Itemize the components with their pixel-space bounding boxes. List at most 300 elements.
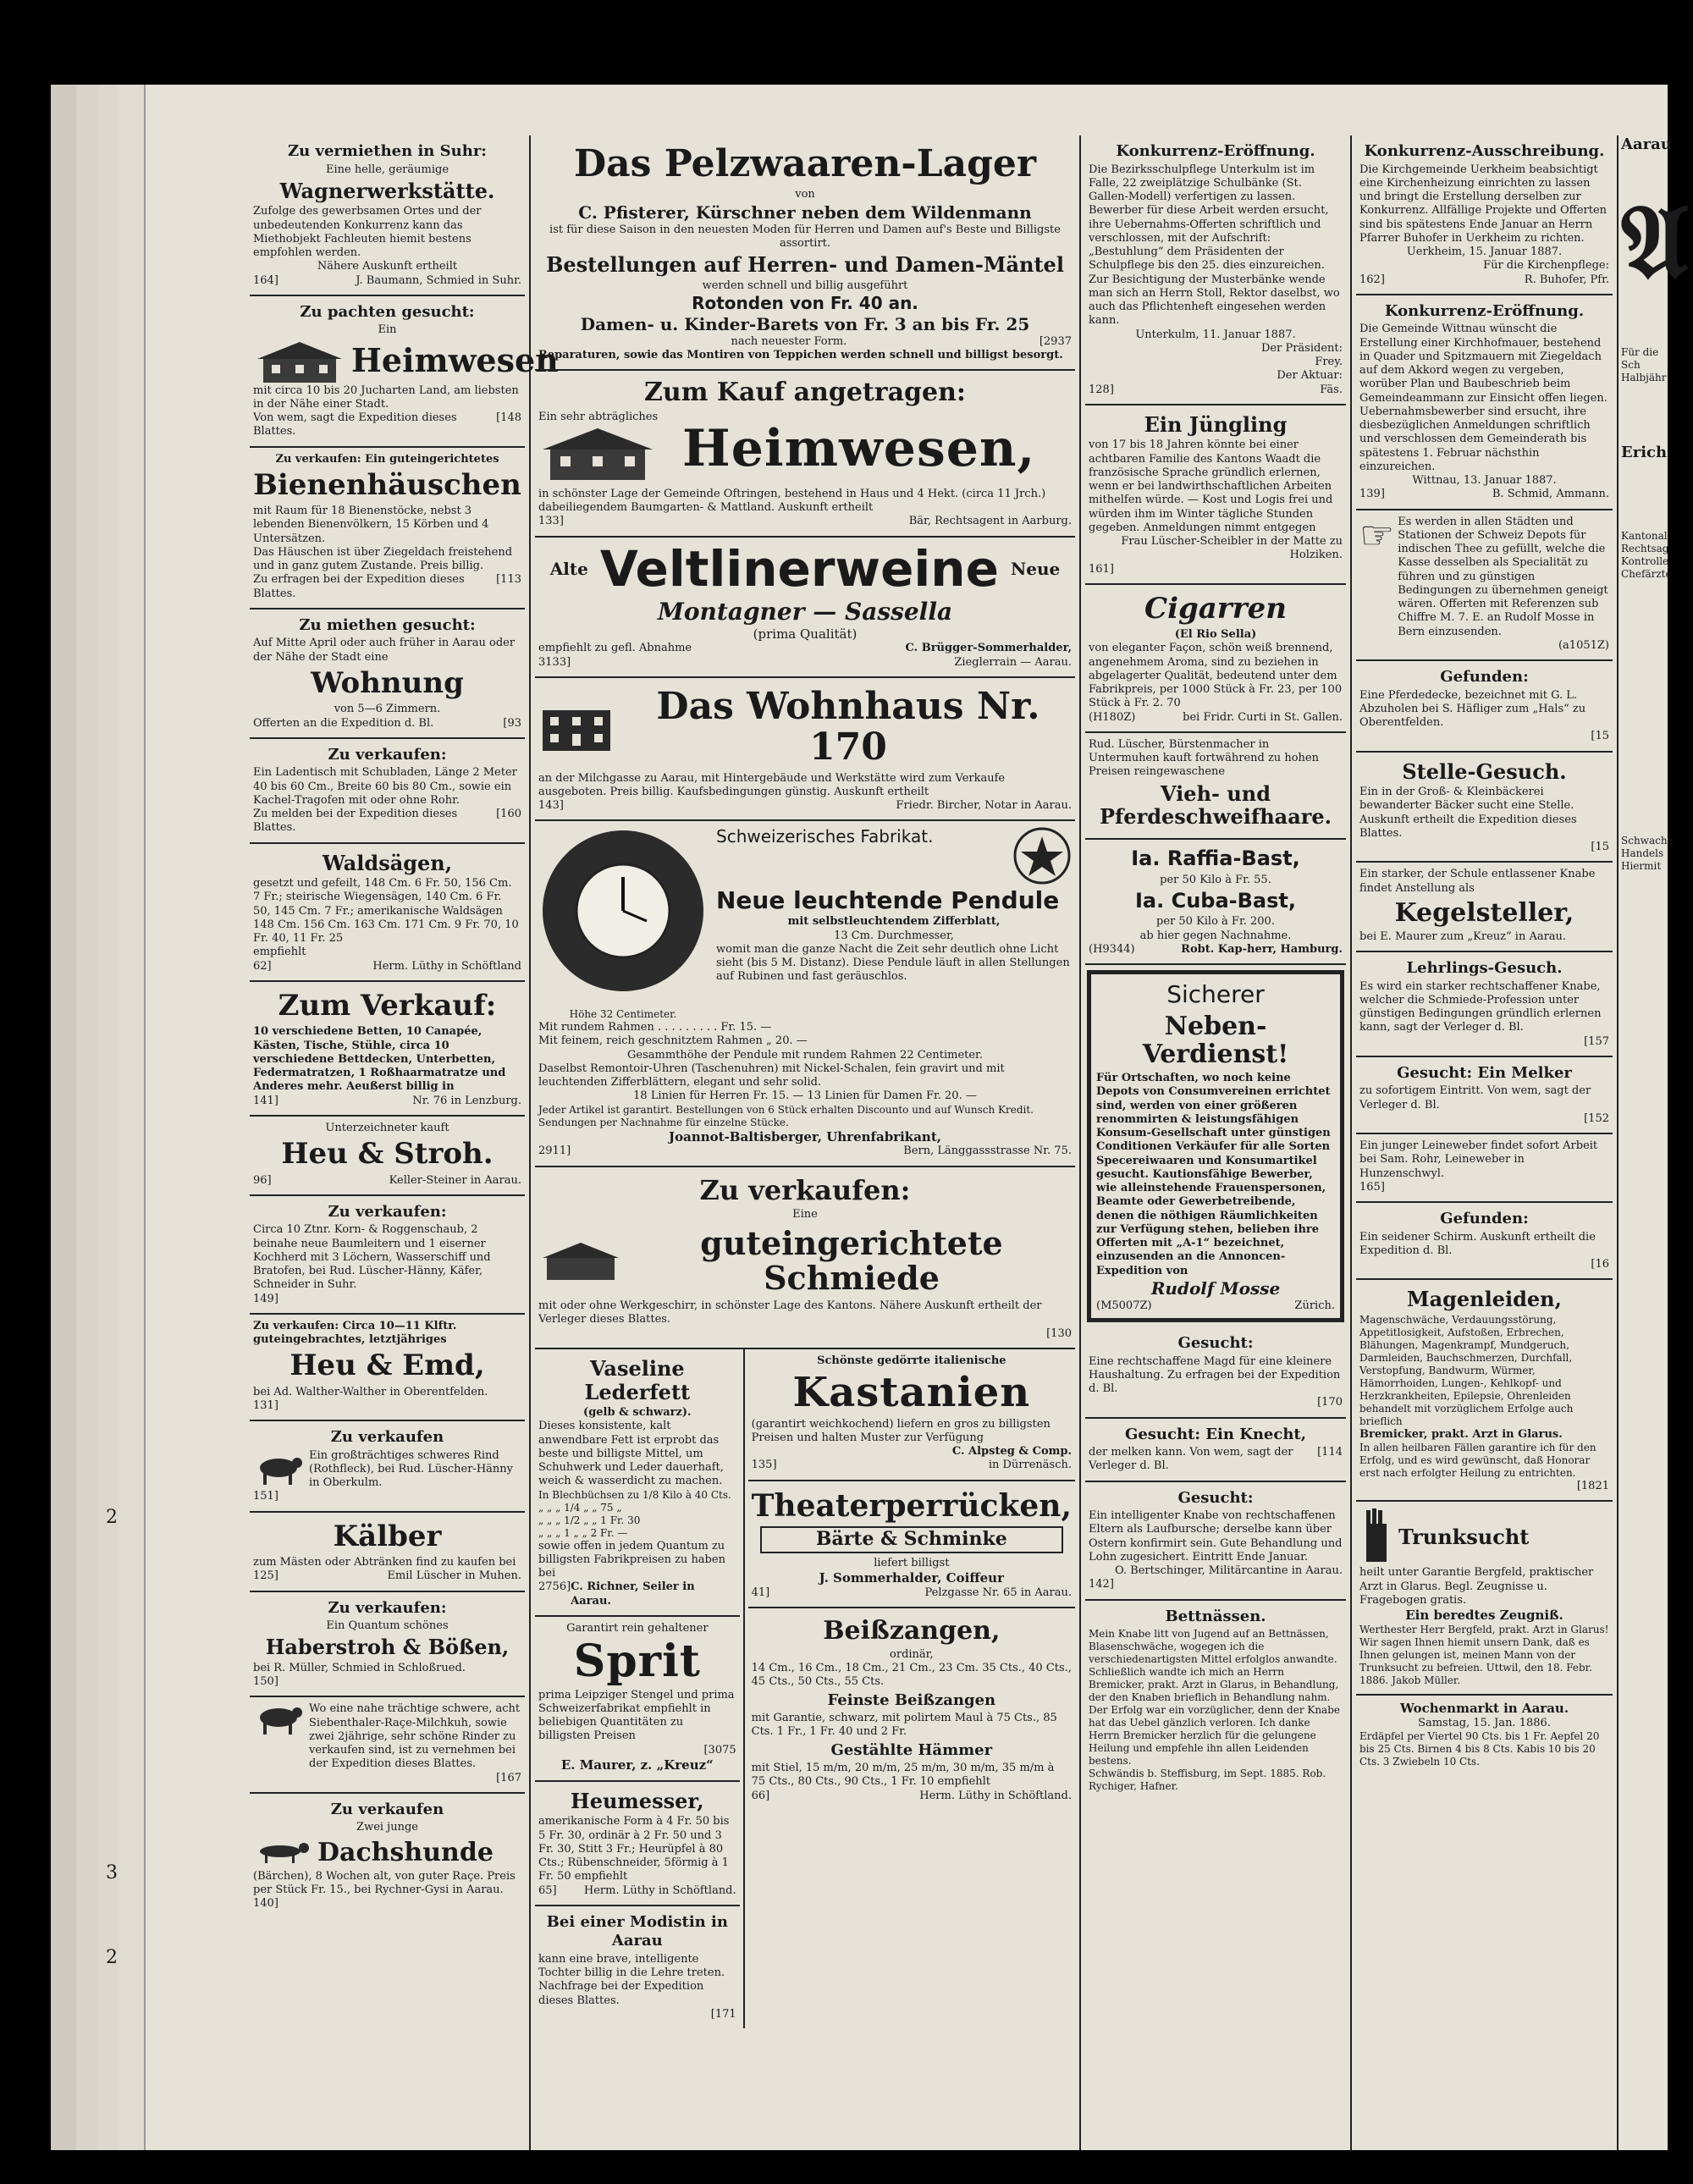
ad-address: Pelzgasse Nr. 65 in Aarau. — [924, 1586, 1072, 1599]
ad-body: mit oder ohne Werkgeschirr, in schönster Lage des Kantons. Nähere Auskunft ertheilt der Verleger dieses Blattes. — [538, 1299, 1042, 1326]
ad-headline: Kastanien — [792, 1369, 1031, 1417]
ad-headline: Neben-Verdienst! — [1142, 1012, 1289, 1070]
ad-number: [15 — [1591, 730, 1609, 743]
ad-sign: Fäs. — [1320, 383, 1343, 396]
house-illustration-icon — [253, 338, 346, 384]
ad-number: 151] — [253, 1490, 278, 1503]
fragment-text: Für die Sch — [1621, 345, 1659, 371]
ad-number: [1821 — [1576, 1480, 1609, 1493]
ad-line: Der Präsident: — [1261, 341, 1343, 355]
ad-headline: Waldsägen, — [322, 850, 453, 875]
ad-magd — [1085, 1327, 1346, 1419]
ad-body: bei R. Müller, Schmied in Schloßrued. — [253, 1661, 466, 1674]
ad-headline: Kegelsteller, — [1394, 897, 1574, 928]
ad-body: der melken kann. Von wem, sagt der Verleger d. Bl. — [1089, 1446, 1293, 1473]
column-3 — [1085, 135, 1346, 2150]
ad-body: von eleganter Façon, schön weiß brennend, angenehmem Aroma, sind zu beziehen in abgelagerter Qualität, bedeutend unter dem Fabrikpreis, per 1000 Stück à Fr. 23, per 100 Stück à Fr. 2. 70 — [1089, 642, 1343, 710]
ad-headline: Bettnässen. — [1165, 1607, 1266, 1625]
ad-body: Magenschwäche, Verdauungsstörung, Appetitlosigkeit, Aufstoßen, Erbrechen, Blähungen, Magenkrampf, Mundgeruch, Darmleiden, Bauchschmerzen, Durchfall, Verstopfung, Bandwurm, Würmer, Hämorrhoiden, Lungen-, Kehlkopf- und Herzkrankheiten, Epilepsie, Ohrenleiden behandelt mit vorzüglichem Erfolge auch brieflich — [1359, 1313, 1574, 1427]
ad-title: Zu verkaufen: — [328, 1598, 447, 1617]
ad-juengling — [1085, 405, 1346, 585]
fragment-glyph: 𝔄 — [1621, 181, 1690, 301]
ad-line: nach neuester Form. — [731, 334, 847, 348]
ad-line: ab hier gegen Nachnahme. — [1139, 929, 1292, 942]
ad-title: Zu pachten gesucht: — [300, 302, 475, 321]
ad-heumesser — [535, 1782, 740, 1906]
house-illustration-icon — [538, 1239, 623, 1282]
ad-price: per 50 Kilo à Fr. 200. — [1156, 915, 1275, 929]
dog-icon — [253, 1839, 312, 1865]
ad-headline: Gesucht: Ein Melker — [1397, 1063, 1572, 1082]
ad-line: Schönste gedörrte italienische — [817, 1354, 1006, 1367]
ad-body: Ein in der Groß- & Kleinbäckerei bewanderter Bäcker sucht eine Stelle. Auskunft ertheilt die Expedition dieses Blattes. — [1359, 786, 1577, 840]
ad-number: [157 — [1584, 1034, 1609, 1048]
ad-heimwesen-pacht — [250, 296, 559, 448]
fragment-text: Erich — [1621, 443, 1668, 461]
ad-price: „ „ „ 1/2 „ „ 1 Fr. 30 — [538, 1514, 641, 1526]
ad-number: [148 — [496, 411, 521, 425]
ad-line: 13 Cm. Durchmesser, — [834, 929, 954, 942]
page-edge — [51, 85, 78, 2150]
ad-sign: bei Fridr. Curti in St. Gallen. — [1183, 710, 1343, 724]
ad-body: zu sofortigem Eintritt. Von wem, sagt der Verleger d. Bl. — [1359, 1084, 1591, 1111]
ad-number: [171 — [710, 2007, 736, 2021]
ad-headline: Bestellungen auf Herren- und Damen-Mäntel — [546, 252, 1064, 278]
ad-body: sowie offen in jedem Quantum zu billigsten Fabrikpreisen zu haben bei — [538, 1539, 725, 1580]
ad-sign: R. Buhofer, Pfr. — [1524, 273, 1609, 286]
ad-line: (gelb & schwarz). — [583, 1406, 692, 1420]
ad-headline: Heu & Stroh. — [281, 1137, 494, 1172]
ad-headline: Wochenmarkt in Aarau. — [1399, 1700, 1569, 1716]
ad-number: 65] — [538, 1883, 557, 1897]
ad-headline: Sicherer — [1166, 980, 1265, 1009]
ad-kaelber — [250, 1513, 525, 1592]
ad-melker — [1356, 1057, 1613, 1134]
ad-body: Nähere Auskunft ertheilt — [317, 260, 458, 273]
ad-line: Für die Kirchenpflege: — [1483, 259, 1609, 273]
ad-sign: O. Bertschinger, Militärcantine in Aarau. — [1115, 1564, 1343, 1578]
ad-body: womit man die ganze Nacht die Zeit sehr deutlich ohne Licht sieht (bis 5 M. Distanz). Diese Pendule läuft in allen Stellungen auf Rubinen und fast geräuschlos. — [716, 942, 1070, 984]
ad-number: 164] — [253, 273, 278, 287]
ad-body: mit Stiel, 15 m/m, 20 m/m, 25 m/m, 30 m/m, 35 m/m à 75 Cts., 80 Cts., 90 Cts., 1 Fr. 10 empfiehlt — [751, 1762, 1055, 1789]
column-rule — [529, 135, 531, 2150]
ad-body: Ein Ladentisch mit Schubladen, Länge 2 Meter 40 bis 60 Cm., Breite 60 bis 80 Cm., sowie ein Kachel-Tragofen mit oder ohne Rohr. — [253, 766, 517, 807]
ad-number: 131] — [253, 1398, 278, 1412]
ad-sign: in Dürrenäsch. — [988, 1459, 1072, 1472]
ad-neben-verdienst — [1087, 970, 1344, 1322]
ad-number: 135] — [751, 1459, 777, 1472]
ad-headline: Trunksucht — [1398, 1524, 1530, 1549]
ad-sign: Herm. Lüthy in Schöftland. — [583, 1883, 736, 1897]
ad-headline: Feinste Beißzangen — [827, 1690, 996, 1709]
ad-body: 10 verschiedene Betten, 10 Canapée, Kästen, Tische, Stühle, circa 10 verschiedene Bettdecken, Unterbetten, Federmatratzen, 1 Roßhaarmatratze und Anderes mehr. Aeußerst billig in — [253, 1025, 506, 1094]
ad-date: Uerkheim, 15. Januar 1887. — [1406, 245, 1563, 258]
ad-body: Erdäpfel per Viertel 90 Cts. bis 1 Fr. Aepfel 20 bis 25 Cts. Birnen 4 bis 8 Cts. Kabis 10 bis 20 Cts. 3 Zwiebeln 10 Cts. — [1359, 1729, 1600, 1768]
ad-number: 66] — [751, 1789, 770, 1802]
ad-title: Zu verkaufen: — [328, 745, 447, 764]
ad-sign: Zieglerrain — Aarau. — [954, 655, 1072, 669]
ad-body: kann eine brave, intelligente Tochter billig in die Lehre treten. Nachfrage bei der Expedition dieses Blattes. — [538, 1952, 725, 2007]
ad-sign: Rudolf Mosse — [1150, 1277, 1281, 1299]
ad-price: Mit rundem Rahmen . . . . . . . . . Fr. 15. — — [538, 1021, 772, 1034]
ad-body: in schönster Lage der Gemeinde Oftringen, bestehend in Haus und 4 Hekt. (circa 11 Jrch.) dabeiliegendem Baumgarten- & Mattland. Auskunft ertheilt — [538, 487, 1046, 515]
ad-sign: Schwändis b. Steffisburg, im Sept. 1885. Rob. Rychiger, Hafner. — [1089, 1768, 1326, 1793]
ad-schweifhaare — [1085, 733, 1346, 840]
ad-thee — [1356, 510, 1613, 662]
ad-konkurrenz-unterkulm — [1085, 135, 1346, 405]
ad-wohnhaus — [535, 678, 1075, 822]
ad-number: [113 — [496, 573, 521, 587]
ad-line: Ein sehr abträgliches — [538, 410, 659, 423]
ad-line: (prima Qualität) — [753, 626, 858, 642]
ad-lehrling — [1356, 952, 1613, 1057]
column-rule — [1350, 135, 1352, 2150]
ad-bienenhaeuschen — [250, 448, 525, 609]
clock-illustration-icon — [538, 826, 708, 1004]
house-illustration-icon — [538, 424, 657, 483]
ad-number: 142] — [1089, 1578, 1114, 1591]
ad-sign: C. Brügger-Sommerhalder, — [905, 642, 1072, 655]
ad-line: Alte — [549, 559, 588, 580]
page-edge — [97, 85, 120, 2150]
ad-line: mit selbstleuchtendem Zifferblatt, — [787, 915, 1001, 929]
ad-line: Damen- u. Kinder-Barets von Fr. 3 an bis Fr. 25 — [580, 313, 1030, 334]
ad-body: Zufolge des gewerbsamen Ortes und der unbedeutenden Konkurrenz kann das Miethobjekt Fachleuten hiemit bestens empfohlen werden. — [253, 205, 482, 260]
ad-headline: Veltlinerweine — [599, 539, 999, 598]
ad-number: (H9344) — [1089, 942, 1135, 956]
ad-headline: Heu & Emd, — [290, 1348, 485, 1383]
col2-right — [745, 1349, 1075, 2028]
ad-body: mit Raum für 18 Bienenstöcke, nebst 3 lebenden Bienenvölkern, 15 Körben und 4 Untersätzen. — [253, 505, 489, 545]
ad-body: Es werden in allen Städten und Stationen der Schweiz Depots für indischen Thee zu gefüllt, welche die Kasse desselben als Specialität zu führen und zu günstigen Bedingungen zu übernehmen geneigt wären. Offerten mit Referenzen sub Chiffre M. 7. E. an Rudolf Mosse in Bern einzusenden. — [1398, 515, 1608, 638]
ad-number: 3133] — [538, 655, 571, 669]
ad-headline: Cigarren — [1144, 591, 1287, 626]
column-rule — [1617, 135, 1619, 2150]
ad-number: (H180Z) — [1089, 710, 1136, 724]
ad-headline: Das Wohnhaus Nr. 170 — [656, 684, 1040, 769]
ad-body: Es wird ein starker rechtschaffener Knabe, welcher die Schmiede-Profession unter günstigen Bedingungen gründlich erlernen kann, sagt der Verleger d. Bl. — [1359, 979, 1602, 1034]
ad-body: Die Bezirksschulpflege Unterkulm ist im Falle, 22 zweiplätzige Schulbänke (St. Gallen-Modell) verfertigen zu lassen. Bewerber für diese Arbeit werden ersucht, ihre Uebernahms-Offerten schriftlich und verschlossen, mit der Aufschrift: „Bestuhlung“ dem Präsidenten der Schulpflege bis den 25. dies einzureichen. Zur Besichtigung der Musterbänke wende man sich an Herrn Stoll, Rektor daselbst, wo auch das Pflichtenheft eingesehen werden kann. — [1089, 163, 1340, 328]
ad-number: 139] — [1359, 488, 1385, 501]
ad-headline: Magenleiden, — [1407, 1287, 1562, 1312]
ad-headline: Zum Kauf angetragen: — [644, 378, 966, 408]
ad-bettnaessen — [1085, 1601, 1346, 1801]
ad-sign: J. Sommerhalder, Coiffeur — [819, 1569, 1004, 1586]
ad-number: 125] — [253, 1569, 278, 1583]
ad-sign: J. Baumann, Schmied in Suhr. — [356, 273, 521, 287]
ad-headline: Das Pelzwaaren-Lager — [573, 142, 1037, 185]
ad-headline: Dachshunde — [317, 1837, 494, 1867]
ad-line: Zwei junge — [356, 1821, 418, 1834]
ad-body: Daselbst Remontoir-Uhren (Taschenuhren) mit Nickel-Schalen, fein gravirt und mit leuchtenden Zifferblättern, elegant und sehr solid. — [538, 1062, 1005, 1089]
ad-knecht — [1085, 1419, 1346, 1482]
ad-sign: Herm. Lüthy in Schöftland. — [919, 1789, 1072, 1802]
ad-body: Das Häuschen ist über Ziegeldach freistehend und in ganz gutem Zustande. Preis billig. — [253, 545, 513, 573]
ad-headline: Bienenhäuschen — [253, 467, 521, 502]
ad-body: In allen heilbaren Fällen garantire ich für den Erfolg, und es wird gewünscht, daß Honorar erst nach erfolgter Heilung zu entrichten. — [1359, 1442, 1596, 1480]
ad-title: Zu miethen gesucht: — [299, 615, 476, 634]
ad-body: mit Garantie, schwarz, mit polirtem Maul à 75 Cts., 85 Cts. 1 Fr., 1 Fr. 40 und 2 Fr. — [751, 1712, 1057, 1739]
ad-body: amerikanische Form à 4 Fr. 50 bis 5 Fr. 30, ordinär à 2 Fr. 50 und 3 Fr. 30, Stitt 3 Fr.; Heurüpfel à 80 Cts.; Rübenschneider, 5förmig à 1 Fr. 50 empfiehlt — [538, 1815, 730, 1883]
ad-body: Rud. Lüscher, Bürstenmacher in Untermuhen kauft fortwährend zu hohen Preisen reingewaschene — [1089, 737, 1319, 779]
ad-headline: Heimwesen, — [682, 418, 1036, 478]
ad-body: Offerten an die Expedition d. Bl. — [253, 716, 434, 730]
ad-korn — [250, 1196, 525, 1315]
ad-number: [114 — [1317, 1446, 1343, 1459]
fragment-text: Chefärzte — [1621, 568, 1672, 580]
ad-headline: Stelle-Gesuch. — [1402, 758, 1567, 784]
ad-cigarren — [1085, 585, 1346, 733]
ad-knabe — [1085, 1482, 1346, 1601]
ad-price: „ „ „ 1 „ „ 2 Fr. — — [538, 1526, 628, 1539]
ad-headline: Beißzangen, — [823, 1615, 1001, 1646]
ad-number: (a1051Z) — [1558, 638, 1609, 652]
fragment-text: Kontrolle — [1621, 555, 1669, 567]
ad-body: an der Milchgasse zu Aarau, mit Hintergebäude und Werkstätte wird zum Verkaufe ausgeboten. Preis billig. Kaufsbedingungen günstig. Auskunft ertheilt — [538, 771, 1006, 798]
ad-title: Zu verkaufen — [330, 1428, 444, 1447]
ad-line: Rotonden von Fr. 40 an. — [692, 292, 918, 313]
ad-headline: Zum Verkauf: — [278, 988, 497, 1023]
ad-date: Wittnau, 13. Januar 1887. — [1412, 474, 1557, 487]
ad-headline: Theaterperrücken, — [751, 1487, 1072, 1524]
ad-wochenmarkt — [1356, 1696, 1613, 1775]
ad-sign: Frau Lüscher-Scheibler in der Matte zu Holziken. — [1121, 535, 1343, 562]
ad-body: Werthester Herr Bergfeld, prakt. Arzt in Glarus! Wir sagen Ihnen hiemit unsern Dank, daß es Ihnen gelungen ist, meinen Mann von der Trunksucht zu befreien. Uttwil, den 18. Febr. 1886. Jakob Müller. — [1359, 1623, 1609, 1686]
ad-headline: Gesucht: — [1177, 1488, 1254, 1507]
ad-sign: Keller-Steiner in Aarau. — [389, 1173, 521, 1187]
col2-split — [535, 1349, 1075, 2028]
ad-number: 2756] — [538, 1580, 571, 1594]
ad-price: In Blechbüchsen zu 1/8 Kilo à 40 Cts. — [538, 1488, 731, 1501]
fragment-text: Rechtsag — [1621, 543, 1669, 554]
ad-sign: Nr. 76 in Lenzburg. — [412, 1094, 521, 1107]
ad-haberstroh — [250, 1592, 525, 1698]
ad-number: [130 — [1046, 1326, 1072, 1340]
ad-number: [160 — [496, 808, 521, 821]
ad-body: Circa 10 Ztnr. Korn- & Roggenschaub, 2 beinahe neue Baumleitern und 1 eiserner Kochherd mit 3 Löchern, Wasserschiff und Bratofen, bei Rud. Lüscher-Hänny, Käfer, Schneider in Suhr. — [253, 1223, 491, 1292]
ad-number: 165] — [1359, 1180, 1385, 1194]
fragment-text: Hiermit — [1621, 860, 1662, 872]
margin-mark: 2 — [106, 1507, 118, 1528]
fragment-text: Kantonal — [1621, 530, 1668, 542]
ad-headline: Sprit — [573, 1635, 701, 1688]
ad-sign: Bär, Rechtsagent in Aarburg. — [908, 515, 1072, 528]
ad-number: 150] — [253, 1675, 278, 1689]
ad-line: Eine helle, geräumige — [325, 163, 449, 176]
ad-line: Garantirt rein gehaltener — [566, 1621, 709, 1635]
ad-headline: Konkurrenz-Eröffnung. — [1384, 301, 1585, 320]
ad-headline: Vieh- und Pferdeschweifhaare. — [1099, 780, 1332, 830]
ad-firm: C. Pfisterer, Kürschner neben dem Wildenmann — [578, 201, 1032, 223]
ad-number: 62] — [253, 959, 272, 973]
page-edge — [76, 85, 99, 2150]
newspaper-page — [51, 85, 1690, 2150]
ad-date: Samstag, 15. Jan. 1886. — [1418, 1716, 1551, 1729]
ad-stelle-gesuch — [1356, 753, 1613, 863]
ad-vaseline — [535, 1349, 740, 1617]
fragment-text: Aarau — [1621, 135, 1672, 153]
ad-headline: Konkurrenz-Eröffnung. — [1116, 142, 1315, 160]
ad-line: Neue — [1010, 559, 1061, 580]
ad-magenleiden — [1356, 1280, 1613, 1502]
ad-number: 2911] — [538, 1144, 571, 1158]
ad-title: Zu verkaufen — [330, 1800, 444, 1818]
ad-sign: Bremicker, prakt. Arzt in Glarus. — [1359, 1427, 1563, 1441]
ad-line: Schweizerisches Fabrikat. — [716, 826, 934, 847]
ad-number: 133] — [538, 515, 564, 528]
raised-hand-icon — [1359, 1507, 1393, 1566]
ad-line: von — [795, 188, 815, 201]
ad-headline: Gefunden: — [1440, 668, 1529, 686]
ad-wohnung-gesucht — [250, 609, 525, 739]
ad-title: Unterzeichneter kauft — [325, 1121, 449, 1134]
ad-waldsaegen — [250, 844, 525, 982]
ad-body: mit circa 10 bis 20 Jucharten Land, am liebsten in der Nähe einer Stadt. — [253, 383, 519, 411]
ad-title: Zu verkaufen: — [328, 1202, 447, 1221]
ad-wagnerwerkstaette — [250, 135, 525, 296]
ad-title: Zu vermiethen in Suhr: — [288, 142, 487, 160]
ad-sign: Herm. Lüthy in Schöftland — [372, 959, 521, 973]
ad-number: 141] — [253, 1094, 278, 1107]
ad-number: 149] — [253, 1292, 278, 1305]
ad-body: zum Mästen oder Abtränken find zu kaufen bei — [253, 1556, 516, 1569]
ad-headline: Konkurrenz-Ausschreibung. — [1364, 142, 1605, 160]
ad-zum-verkauf — [250, 982, 525, 1117]
ad-body: (Bärchen), 8 Wochen alt, von guter Raçe. Preis per Stück Fr. 15., bei Rychner-Gysi in Aarau. — [253, 1869, 516, 1896]
ad-bast — [1085, 840, 1346, 965]
ad-number: [152 — [1584, 1111, 1609, 1125]
ad-schirm — [1356, 1203, 1613, 1280]
ad-kastanien — [748, 1349, 1075, 1481]
ad-ladentisch — [250, 739, 525, 844]
house-illustration-icon — [538, 702, 615, 753]
ad-headline: Ein Jüngling — [1144, 411, 1288, 437]
ad-body: prima Leipziger Stengel und prima Schweizerfabrikat empfiehlt in beliebigen Quantitäten zu billigsten Preisen — [538, 1688, 735, 1743]
star-seal-icon — [1012, 826, 1072, 885]
ad-body: gesetzt und gefeilt, 148 Cm. 6 Fr. 50, 156 Cm. 7 Fr.; steirische Wiegensägen, 140 Cm. 6 Fr. 50, 145 Cm. 7 Fr.; amerikanische Waldsägen 148 Cm. 156 Cm. 163 Cm. 171 Cm. 9 Fr. 70, 10 Fr. 40, 11 Fr. 25 — [253, 877, 519, 946]
cow-icon — [253, 1702, 304, 1736]
ad-body: Ein junger Leineweber findet sofort Arbeit bei Sam. Rohr, Leineweber in Hunzenschwyl. — [1359, 1139, 1598, 1180]
ad-line: Gesammthöhe der Pendule mit rundem Rahmen 22 Centimeter. — [627, 1048, 983, 1062]
ad-number: [2937 — [1039, 334, 1072, 348]
ad-kegelsteller — [1356, 863, 1613, 952]
ad-headline: Wagnerwerkstätte. — [279, 178, 495, 203]
ad-number: [170 — [1317, 1396, 1343, 1409]
ad-body: empfiehlt zu gefl. Abnahme — [538, 642, 692, 655]
ad-firm: Joannot-Baltisberger, Uhrenfabrikant, — [669, 1128, 941, 1144]
ad-sign: Emil Lüscher in Muhen. — [387, 1569, 521, 1583]
ad-sign: B. Schmid, Ammann. — [1492, 488, 1609, 501]
ad-line: Eine — [792, 1208, 818, 1222]
ad-sign: E. Maurer, z. „Kreuz“ — [560, 1757, 714, 1773]
ad-number: 161] — [1089, 562, 1114, 576]
ad-headline: guteingerichtete Schmiede — [700, 1223, 1003, 1298]
ad-body: Zu erfragen bei der Expedition dieses Blattes. — [253, 573, 465, 600]
ad-sprit — [535, 1617, 740, 1782]
ad-number: [167 — [496, 1771, 521, 1784]
ad-number: (M5007Z) — [1096, 1299, 1152, 1312]
ad-body: empfiehlt — [253, 946, 306, 959]
ad-sign: Frey. — [1315, 356, 1343, 368]
ad-headline: Gesucht: Ein Knecht, — [1124, 1425, 1307, 1443]
ad-line: Der Aktuar: — [1277, 369, 1343, 383]
ad-body: von 17 bis 18 Jahren könnte bei einer achtbaren Familie des Kantons Waadt die französische Sprache gründlich erlernen, wenn er bei landwirthschaftlichen Arbeiten mithelfen würde. — Kost und Logis frei und würden ihm im Winter tägliche Stunden gegeben. Anmeldungen nimmt entgegen — [1089, 438, 1333, 534]
ad-body: (garantirt weichkochend) liefern en gros zu billigsten Preisen und halten Muster zur Verfügung — [751, 1417, 1051, 1444]
ad-pferdedecke — [1356, 661, 1613, 753]
ad-date: Unterkulm, 11. Januar 1887. — [1135, 328, 1296, 341]
ad-wittnau — [1356, 295, 1613, 510]
col2-left — [535, 1349, 745, 2028]
margin-mark: 3 — [106, 1862, 118, 1883]
ad-number: [16 — [1591, 1258, 1609, 1271]
ad-pendule — [535, 821, 1075, 1166]
fragment-text: Halbjähr — [1621, 371, 1667, 383]
ad-line: Ein — [378, 323, 397, 337]
ad-headline: Kälber — [333, 1519, 442, 1553]
ad-headline: Vaseline Lederfett — [584, 1355, 691, 1404]
column-5-cropped — [1621, 135, 1690, 2150]
ad-body: Ein intelligenter Knabe von rechtschaffenen Eltern als Laufbursche; derselbe kann über Ostern konfirmirt sein. Gute Behandlung und Lohn zugesichert. Eintritt Ende Januar. — [1089, 1509, 1343, 1564]
ad-body: Jeder Artikel ist garantirt. Bestellungen von 6 Stück erhalten Discounto und auf Wunsch Kredit. Sendungen per Nachnahme für einzelne Stücke. — [538, 1103, 1034, 1128]
ad-body: Dieses konsistente, kalt anwendbare Fett ist erprobt das beste und billigste Mittel, um Schuhwerk und Leder dauerhaft, weich & wasserdicht zu machen. — [538, 1420, 724, 1488]
ad-price: per 50 Kilo à Fr. 55. — [1160, 873, 1271, 886]
ad-headline: Ia. Raffia-Bast, — [1131, 846, 1300, 870]
ad-sign: C. Alpsteg & Comp. — [951, 1445, 1072, 1459]
ad-title: Zu verkaufen: Circa 10—11 Klftr. guteingebrachtes, letztjähriges — [253, 1319, 457, 1346]
ad-line: Höhe 32 Centimeter. — [569, 1008, 677, 1021]
column-4 — [1356, 135, 1613, 2150]
ad-heu-emd — [250, 1315, 525, 1421]
ad-heu-stroh — [250, 1117, 525, 1196]
ad-body: Zu melden bei der Expedition dieses Blattes. — [253, 808, 458, 835]
ad-number: [93 — [503, 716, 521, 730]
ad-headline: Gefunden: — [1440, 1210, 1529, 1228]
ad-body: Ein seidener Schirm. Auskunft ertheilt die Expedition d. Bl. — [1359, 1230, 1596, 1257]
ad-theaterperruecken — [748, 1481, 1075, 1608]
ad-subheadline: Ein beredtes Zeugniß. — [1405, 1608, 1563, 1624]
ad-body: Wo eine nahe trächtige schwere, acht Siebenthaler-Raçe-Milchkuh, sowie zwei 2jährige, sehr schöne Rinder zu verkaufen sind, ist zu vernehmen bei der Expedition dieses Blattes. — [309, 1702, 521, 1771]
ad-line: (El Rio Sella) — [1174, 628, 1257, 642]
ad-line: liefert billigst — [874, 1556, 950, 1569]
ad-headline: Ia. Cuba-Bast, — [1135, 888, 1296, 913]
pointing-hand-icon: ☞ — [1359, 511, 1395, 558]
ad-body: ist für diese Saison in den neuesten Moden für Herren und Damen auf's Beste und Billigste assortirt. — [549, 223, 1061, 250]
ad-heimwesen-kauf — [535, 371, 1075, 537]
ad-schmiede — [535, 1167, 1075, 1349]
ad-headline: Gestählte Hämmer — [830, 1740, 993, 1759]
ad-veltlinerweine — [535, 538, 1075, 678]
ad-price: Mit feinem, reich geschnitztem Rahmen „ 20. — — [538, 1034, 808, 1048]
column-rule — [1079, 135, 1081, 2150]
page-edge — [119, 85, 146, 2150]
ad-body: Eine rechtschaffene Magd für eine kleinere Haushaltung. Zu erfragen bei der Expedition d. Bl. — [1089, 1354, 1341, 1396]
ad-address: Bern, Länggassstrasse Nr. 75. — [903, 1144, 1072, 1158]
ad-body: heilt unter Garantie Bergfeld, praktischer Arzt in Glarus. Begl. Zeugnisse u. Fragebogen gratis. — [1359, 1566, 1594, 1607]
ad-body: Eine Pferdedecke, bezeichnet mit G. L. Abzuholen bei S. Häfliger zum „Hals“ zu Oberentfelden. — [1359, 688, 1586, 729]
ad-body: Von wem, sagt die Expedition dieses Blattes. — [253, 411, 457, 438]
ad-subheadline: Bärte & Schminke — [760, 1526, 1063, 1553]
ad-sign: Friedr. Bircher, Notar in Aarau. — [896, 799, 1072, 813]
ad-kirchenheizung — [1356, 135, 1613, 295]
ad-headline: Lehrlings-Gesuch. — [1406, 959, 1563, 978]
ad-body: 14 Cm., 16 Cm., 18 Cm., 21 Cm., 23 Cm. 35 Cts., 40 Cts., 45 Cts., 50 Cts., 55 Cts. — [751, 1662, 1072, 1689]
ad-body: Ein starker, der Schule entlassener Knabe findet Anstellung als — [1359, 868, 1596, 895]
ad-milchkuh — [250, 1697, 525, 1794]
ad-headline: Heumesser, — [571, 1788, 704, 1813]
ad-number: 143] — [538, 799, 564, 813]
column-2 — [535, 135, 1075, 2150]
ad-headline: Gesucht: — [1177, 1334, 1254, 1353]
